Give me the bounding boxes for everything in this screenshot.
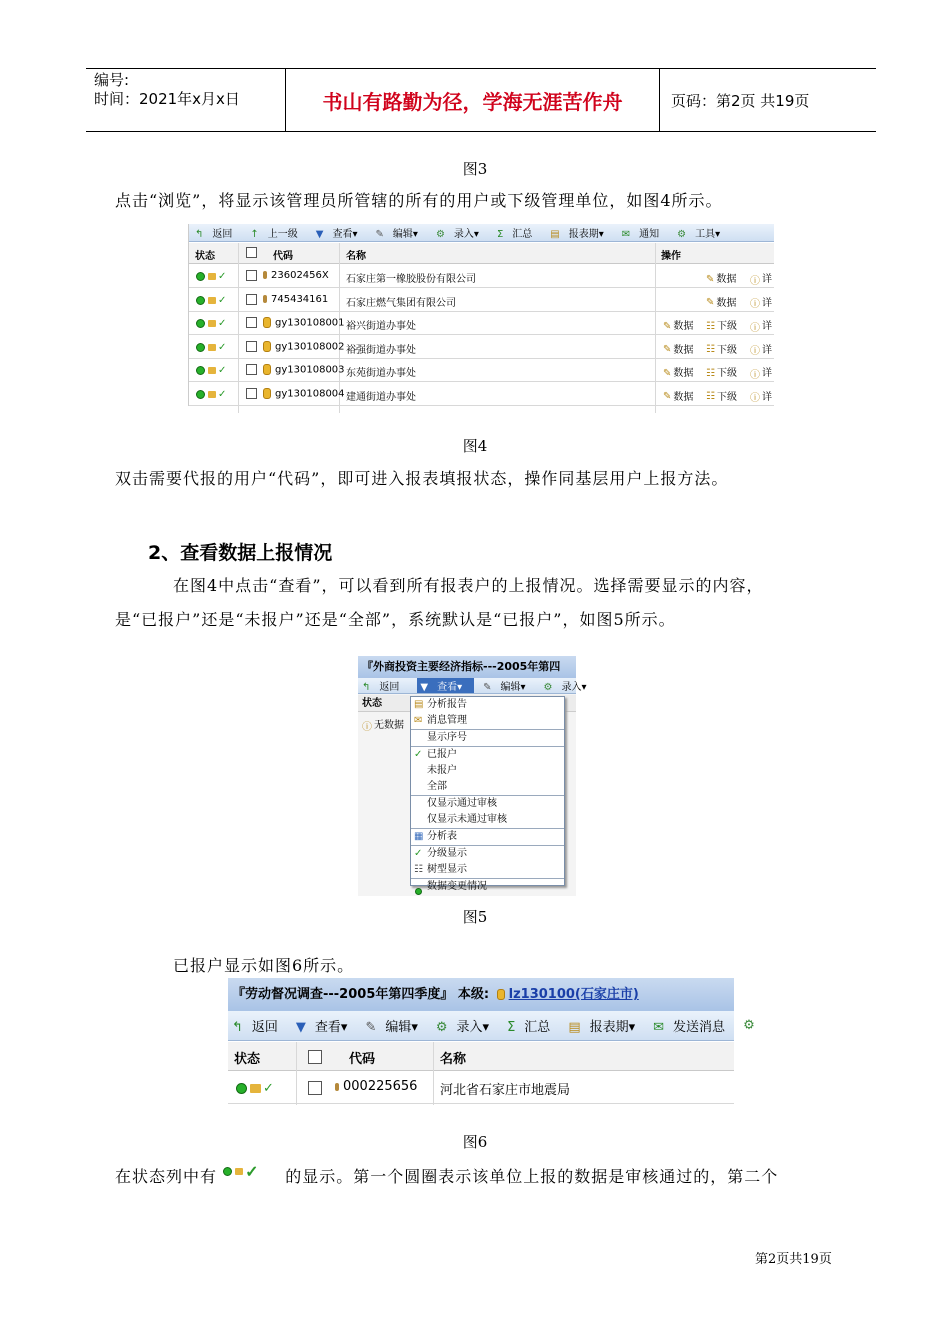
paragraph-reported: 已报户显示如图6所示。 xyxy=(173,956,355,975)
data-icon: ✎ xyxy=(706,273,715,285)
check-icon: ✓ xyxy=(218,271,227,282)
lock-icon xyxy=(208,391,216,398)
tree-icon: ☷ xyxy=(414,864,423,875)
data-link[interactable]: ✎ 数据 xyxy=(663,344,694,356)
back-icon: ↰ xyxy=(195,228,204,240)
more-tools-icon[interactable]: ⚙ xyxy=(743,1018,755,1033)
status-icons xyxy=(196,342,226,354)
sub-level-link[interactable]: ☷ 下级 xyxy=(706,320,737,332)
sum-icon: Σ xyxy=(507,1020,516,1035)
col-name: 名称 xyxy=(346,251,366,262)
fig4-table-header xyxy=(189,243,774,264)
fig6-toolbar xyxy=(228,1011,755,1041)
table-icon: ▦ xyxy=(414,831,424,842)
data-link[interactable]: ✎ 数据 xyxy=(663,391,694,403)
user-name: 东苑街道办事处 xyxy=(346,368,416,379)
audit-passed-icon xyxy=(196,366,205,375)
menu-item-message-mgmt[interactable]: ✉ 消息管理 xyxy=(411,713,564,729)
status-icons xyxy=(196,271,226,283)
unit-link[interactable]: lz130100(石家庄市) xyxy=(508,987,639,1002)
col-code: 代码 xyxy=(273,251,293,262)
table-row[interactable] xyxy=(189,311,774,335)
data-icon: ✎ xyxy=(663,391,672,402)
header-meta xyxy=(86,69,286,131)
menu-item-tree-display[interactable]: ☷ 树型显示 xyxy=(411,862,564,878)
col-name: 名称 xyxy=(440,1052,467,1067)
entry-menu-button[interactable]: ⚙ 录入▾ xyxy=(435,228,479,240)
report-icon: ▤ xyxy=(414,699,424,710)
detail-link[interactable]: ⓘ 详 xyxy=(750,388,772,405)
status-icons xyxy=(196,295,226,307)
table-row[interactable] xyxy=(228,1071,734,1104)
row-checkbox[interactable] xyxy=(246,388,257,400)
paragraph-view-b: 是“已报户”还是“未报户”还是“全部”，系统默认是“已报户”，如图5所示。 xyxy=(115,610,676,629)
fig5-title: 『外商投资主要经济指标---2005年第四 xyxy=(358,656,576,678)
report-period-button[interactable]: ▤ 报表期▾ xyxy=(568,1020,636,1035)
menu-item-reported[interactable]: ✓ 已报户 xyxy=(411,746,564,763)
table-row[interactable] xyxy=(189,335,774,359)
entry-icon: ⚙ xyxy=(435,1020,448,1035)
section-heading: 2、查看数据上报情况 xyxy=(148,542,333,564)
entry-icon: ⚙ xyxy=(543,681,553,693)
page-footer: 第2页共19页 xyxy=(755,1252,832,1267)
menu-item-show-seq[interactable]: 显示序号 xyxy=(411,729,564,746)
check-icon: ✓ xyxy=(218,388,227,400)
user-name: 石家庄燃气集团有限公司 xyxy=(346,297,456,309)
send-message-button[interactable]: ✉ 发送消息 xyxy=(653,1020,726,1035)
notify-icon: ✉ xyxy=(621,228,631,240)
status-icons xyxy=(196,389,226,401)
check-icon: ✓ xyxy=(218,318,227,329)
data-link[interactable]: ✎ 数据 xyxy=(663,320,694,332)
menu-item-data-change[interactable]: 数据变更情况 xyxy=(411,878,564,895)
detail-icon: ⓘ xyxy=(750,275,760,287)
fig5-toolbar xyxy=(358,678,587,694)
status-icons xyxy=(196,318,226,330)
detail-link[interactable]: ⓘ 详 xyxy=(750,364,772,381)
lock-icon xyxy=(208,320,216,327)
check-icon: ✓ xyxy=(263,1081,274,1096)
select-all-checkbox[interactable] xyxy=(246,247,257,259)
data-link[interactable]: ✎ 数据 xyxy=(706,297,737,309)
sub-level-icon: ☷ xyxy=(706,391,715,402)
fig5-caption: 图5 xyxy=(462,908,488,926)
check-icon: ✓ xyxy=(218,341,227,353)
check-icon: ✓ xyxy=(414,848,423,859)
person-icon xyxy=(335,1083,339,1091)
col-ops: 操作 xyxy=(661,251,681,262)
page-header xyxy=(86,68,876,132)
view-icon: ▼ xyxy=(295,1020,306,1035)
menu-item-level-display[interactable]: ✓ 分级显示 xyxy=(411,845,564,862)
unit-icon xyxy=(263,364,271,375)
paragraph-status: 在状态列中有 ✓ 的显示。第一个圆圈表示该单位上报的数据是审核通过的，第二个 xyxy=(115,1161,779,1186)
fig3-caption: 图3 xyxy=(462,160,488,178)
summary-button[interactable]: Σ 汇总 xyxy=(507,1020,551,1035)
unit-icon xyxy=(263,388,271,399)
menu-item-not-reported[interactable]: 未报户 xyxy=(427,765,457,776)
detail-icon: ⓘ xyxy=(750,299,760,310)
number-label: 编号: xyxy=(94,71,130,89)
no-data-label: ⓘ 无数据 xyxy=(362,716,404,733)
header-motto: 书山有路勤为径，学海无涯苦作舟 xyxy=(286,69,660,131)
view-menu-button[interactable]: ▼ 查看▾ xyxy=(417,678,474,693)
fig6-title-bar xyxy=(228,978,734,1011)
check-icon: ✓ xyxy=(218,294,227,306)
status-dot-icon xyxy=(415,884,422,900)
edit-icon: ✎ xyxy=(375,228,384,240)
user-name: 石家庄第一橡胶股份有限公司 xyxy=(346,274,476,285)
user-code[interactable]: 23602456X xyxy=(263,270,329,281)
sum-icon: Σ xyxy=(496,228,504,240)
user-code[interactable]: gy130108003 xyxy=(263,364,345,376)
audit-passed-icon xyxy=(196,390,205,399)
back-icon: ↰ xyxy=(362,681,371,693)
unit-icon xyxy=(263,341,271,352)
detail-link[interactable]: ⓘ 详 xyxy=(750,270,772,287)
status-icons xyxy=(196,365,226,377)
lock-icon xyxy=(208,273,216,280)
edit-icon: ✎ xyxy=(483,681,492,693)
user-name: 裕强街道办事处 xyxy=(346,344,416,356)
menu-item-analysis-table[interactable]: ▦ 分析表 xyxy=(411,828,564,845)
edit-icon: ✎ xyxy=(365,1020,377,1035)
message-icon: ✉ xyxy=(653,1020,665,1035)
back-button[interactable]: ↰ 返回 xyxy=(362,681,400,693)
table-row[interactable] xyxy=(189,264,774,288)
back-button[interactable]: ↰ 返回 xyxy=(232,1020,278,1035)
sub-level-icon: ☷ xyxy=(706,320,715,332)
user-code[interactable]: 745434161 xyxy=(263,294,328,305)
menu-item-failed-only[interactable]: 仅显示未通过审核 xyxy=(427,814,507,825)
sub-level-icon: ☷ xyxy=(706,367,715,379)
edit-menu-button[interactable]: ✎ 编辑▾ xyxy=(483,681,526,693)
tools-icon: ⚙ xyxy=(677,228,687,240)
check-icon: ✓ xyxy=(414,749,423,760)
notify-button[interactable]: ✉ 通知 xyxy=(621,228,660,240)
row-checkbox[interactable] xyxy=(246,294,257,306)
lock-icon xyxy=(250,1084,261,1093)
fig5-screenshot xyxy=(358,656,587,896)
header-page-number: 页码：第2页 共19页 xyxy=(671,91,810,110)
audit-passed-icon xyxy=(223,1167,232,1176)
audit-passed-icon xyxy=(236,1083,247,1094)
fig6-table-header xyxy=(228,1042,734,1071)
check-icon: ✓ xyxy=(245,1161,260,1181)
audit-passed-icon xyxy=(196,343,205,352)
user-code[interactable]: gy130108004 xyxy=(263,388,345,400)
report-period-button[interactable]: ▤ 报表期▾ xyxy=(550,228,604,240)
user-code[interactable]: 000225656 xyxy=(335,1079,417,1094)
lock-icon xyxy=(235,1168,243,1175)
view-menu-button[interactable]: ▼ 查看▾ xyxy=(295,1020,348,1035)
user-name: 裕兴街道办事处 xyxy=(346,321,416,332)
sub-level-icon: ☷ xyxy=(706,344,715,355)
audit-passed-icon xyxy=(196,296,205,305)
col-status: 状态 xyxy=(234,1052,261,1067)
audit-passed-icon xyxy=(196,272,205,281)
summary-button[interactable]: Σ 汇总 xyxy=(496,228,533,240)
fig4-screenshot xyxy=(188,224,774,406)
user-code[interactable]: gy130108001 xyxy=(263,317,345,329)
view-icon: ▼ xyxy=(420,681,429,693)
fig6-caption: 图6 xyxy=(462,1133,488,1151)
report-icon: ▤ xyxy=(550,228,560,240)
user-name: 建通街道办事处 xyxy=(346,391,416,403)
audit-passed-icon xyxy=(196,319,205,328)
tools-menu-button[interactable]: ⚙ 工具▾ xyxy=(677,228,721,240)
row-checkbox[interactable] xyxy=(246,341,257,353)
up-icon: ↑ xyxy=(250,228,259,240)
fig4-toolbar xyxy=(189,224,774,242)
table-row[interactable] xyxy=(189,358,774,382)
sub-level-link[interactable]: ☷ 下级 xyxy=(706,391,737,403)
select-all-checkbox[interactable] xyxy=(308,1049,322,1064)
data-icon: ✎ xyxy=(663,367,672,379)
row-checkbox[interactable] xyxy=(246,364,257,376)
person-icon xyxy=(263,295,267,303)
detail-icon: ⓘ xyxy=(750,393,760,404)
col-status: 状态 xyxy=(195,251,215,262)
unit-icon xyxy=(497,989,505,1000)
detail-link[interactable]: ⓘ 详 xyxy=(750,341,772,358)
paragraph-view-a: 在图4中点击“查看”，可以看到所有报表户的上报情况。选择需要显示的内容， xyxy=(173,576,764,595)
detail-link[interactable]: ⓘ 详 xyxy=(750,294,772,311)
sub-level-link[interactable]: ☷ 下级 xyxy=(706,344,737,356)
person-icon xyxy=(263,271,267,279)
menu-item-passed-only[interactable]: 仅显示通过审核 xyxy=(411,795,564,812)
data-icon: ✎ xyxy=(663,320,672,332)
info-icon: ⓘ xyxy=(362,721,372,733)
fig4-caption: 图4 xyxy=(462,437,488,455)
detail-icon: ⓘ xyxy=(750,346,760,357)
row-checkbox[interactable] xyxy=(308,1080,322,1095)
row-checkbox[interactable] xyxy=(246,317,257,329)
edit-menu-button[interactable]: ✎ 编辑▾ xyxy=(375,228,418,240)
lock-icon xyxy=(208,367,216,374)
edit-menu-button[interactable]: ✎ 编辑▾ xyxy=(365,1020,418,1035)
col-code: 代码 xyxy=(349,1052,376,1067)
entry-icon: ⚙ xyxy=(435,228,445,240)
paragraph-double-click: 双击需要代报的用户“代码”，即可进入报表填报状态，操作同基层用户上报方法。 xyxy=(115,469,729,488)
time-label: 时间：2021年x月x日 xyxy=(94,90,240,108)
unit-icon xyxy=(263,317,271,328)
report-icon: ▤ xyxy=(568,1020,581,1035)
data-link[interactable]: ✎ 数据 xyxy=(706,273,737,285)
view-dropdown-menu xyxy=(410,696,565,892)
status-icons xyxy=(236,1081,274,1096)
back-button[interactable]: ↰ 返回 xyxy=(195,228,233,240)
up-level-button[interactable]: ↑ 上一级 xyxy=(250,228,298,240)
view-icon: ▼ xyxy=(315,228,324,240)
message-icon: ✉ xyxy=(414,715,423,726)
row-checkbox[interactable] xyxy=(246,270,257,282)
detail-icon: ⓘ xyxy=(750,369,760,381)
menu-item-analysis-report[interactable]: ▤ 分析报告 xyxy=(411,697,564,713)
detail-link[interactable]: ⓘ 详 xyxy=(750,317,772,334)
entry-menu-button[interactable]: ⚙ 录入▾ xyxy=(435,1020,490,1035)
status-icons-inline xyxy=(223,1160,279,1183)
sub-level-link[interactable]: ☷ 下级 xyxy=(706,367,737,379)
user-name: 河北省石家庄市地震局 xyxy=(440,1083,571,1098)
data-link[interactable]: ✎ 数据 xyxy=(663,367,694,379)
view-menu-button[interactable]: ▼ 查看▾ xyxy=(315,228,358,240)
table-row[interactable] xyxy=(189,382,774,406)
table-row[interactable] xyxy=(189,288,774,312)
fig6-screenshot xyxy=(228,978,755,1105)
lock-icon xyxy=(208,297,216,304)
detail-icon: ⓘ xyxy=(750,322,760,334)
entry-menu-button[interactable]: ⚙ 录入▾ xyxy=(543,681,587,693)
data-icon: ✎ xyxy=(706,297,715,308)
back-icon: ↰ xyxy=(232,1020,243,1035)
check-icon: ✓ xyxy=(218,365,227,376)
data-icon: ✎ xyxy=(663,344,672,355)
paragraph-browse: 点击“浏览”，将显示该管理员所管辖的所有的用户或下级管理单位，如图4所示。 xyxy=(115,191,723,210)
menu-item-all[interactable]: 全部 xyxy=(427,781,447,792)
user-code[interactable]: gy130108002 xyxy=(263,341,345,353)
fig5-status-header: 状态 xyxy=(358,695,576,712)
lock-icon xyxy=(208,344,216,351)
fig6-title: 『劳动督况调查---2005年第四季度』 本级: xyxy=(232,987,490,1002)
